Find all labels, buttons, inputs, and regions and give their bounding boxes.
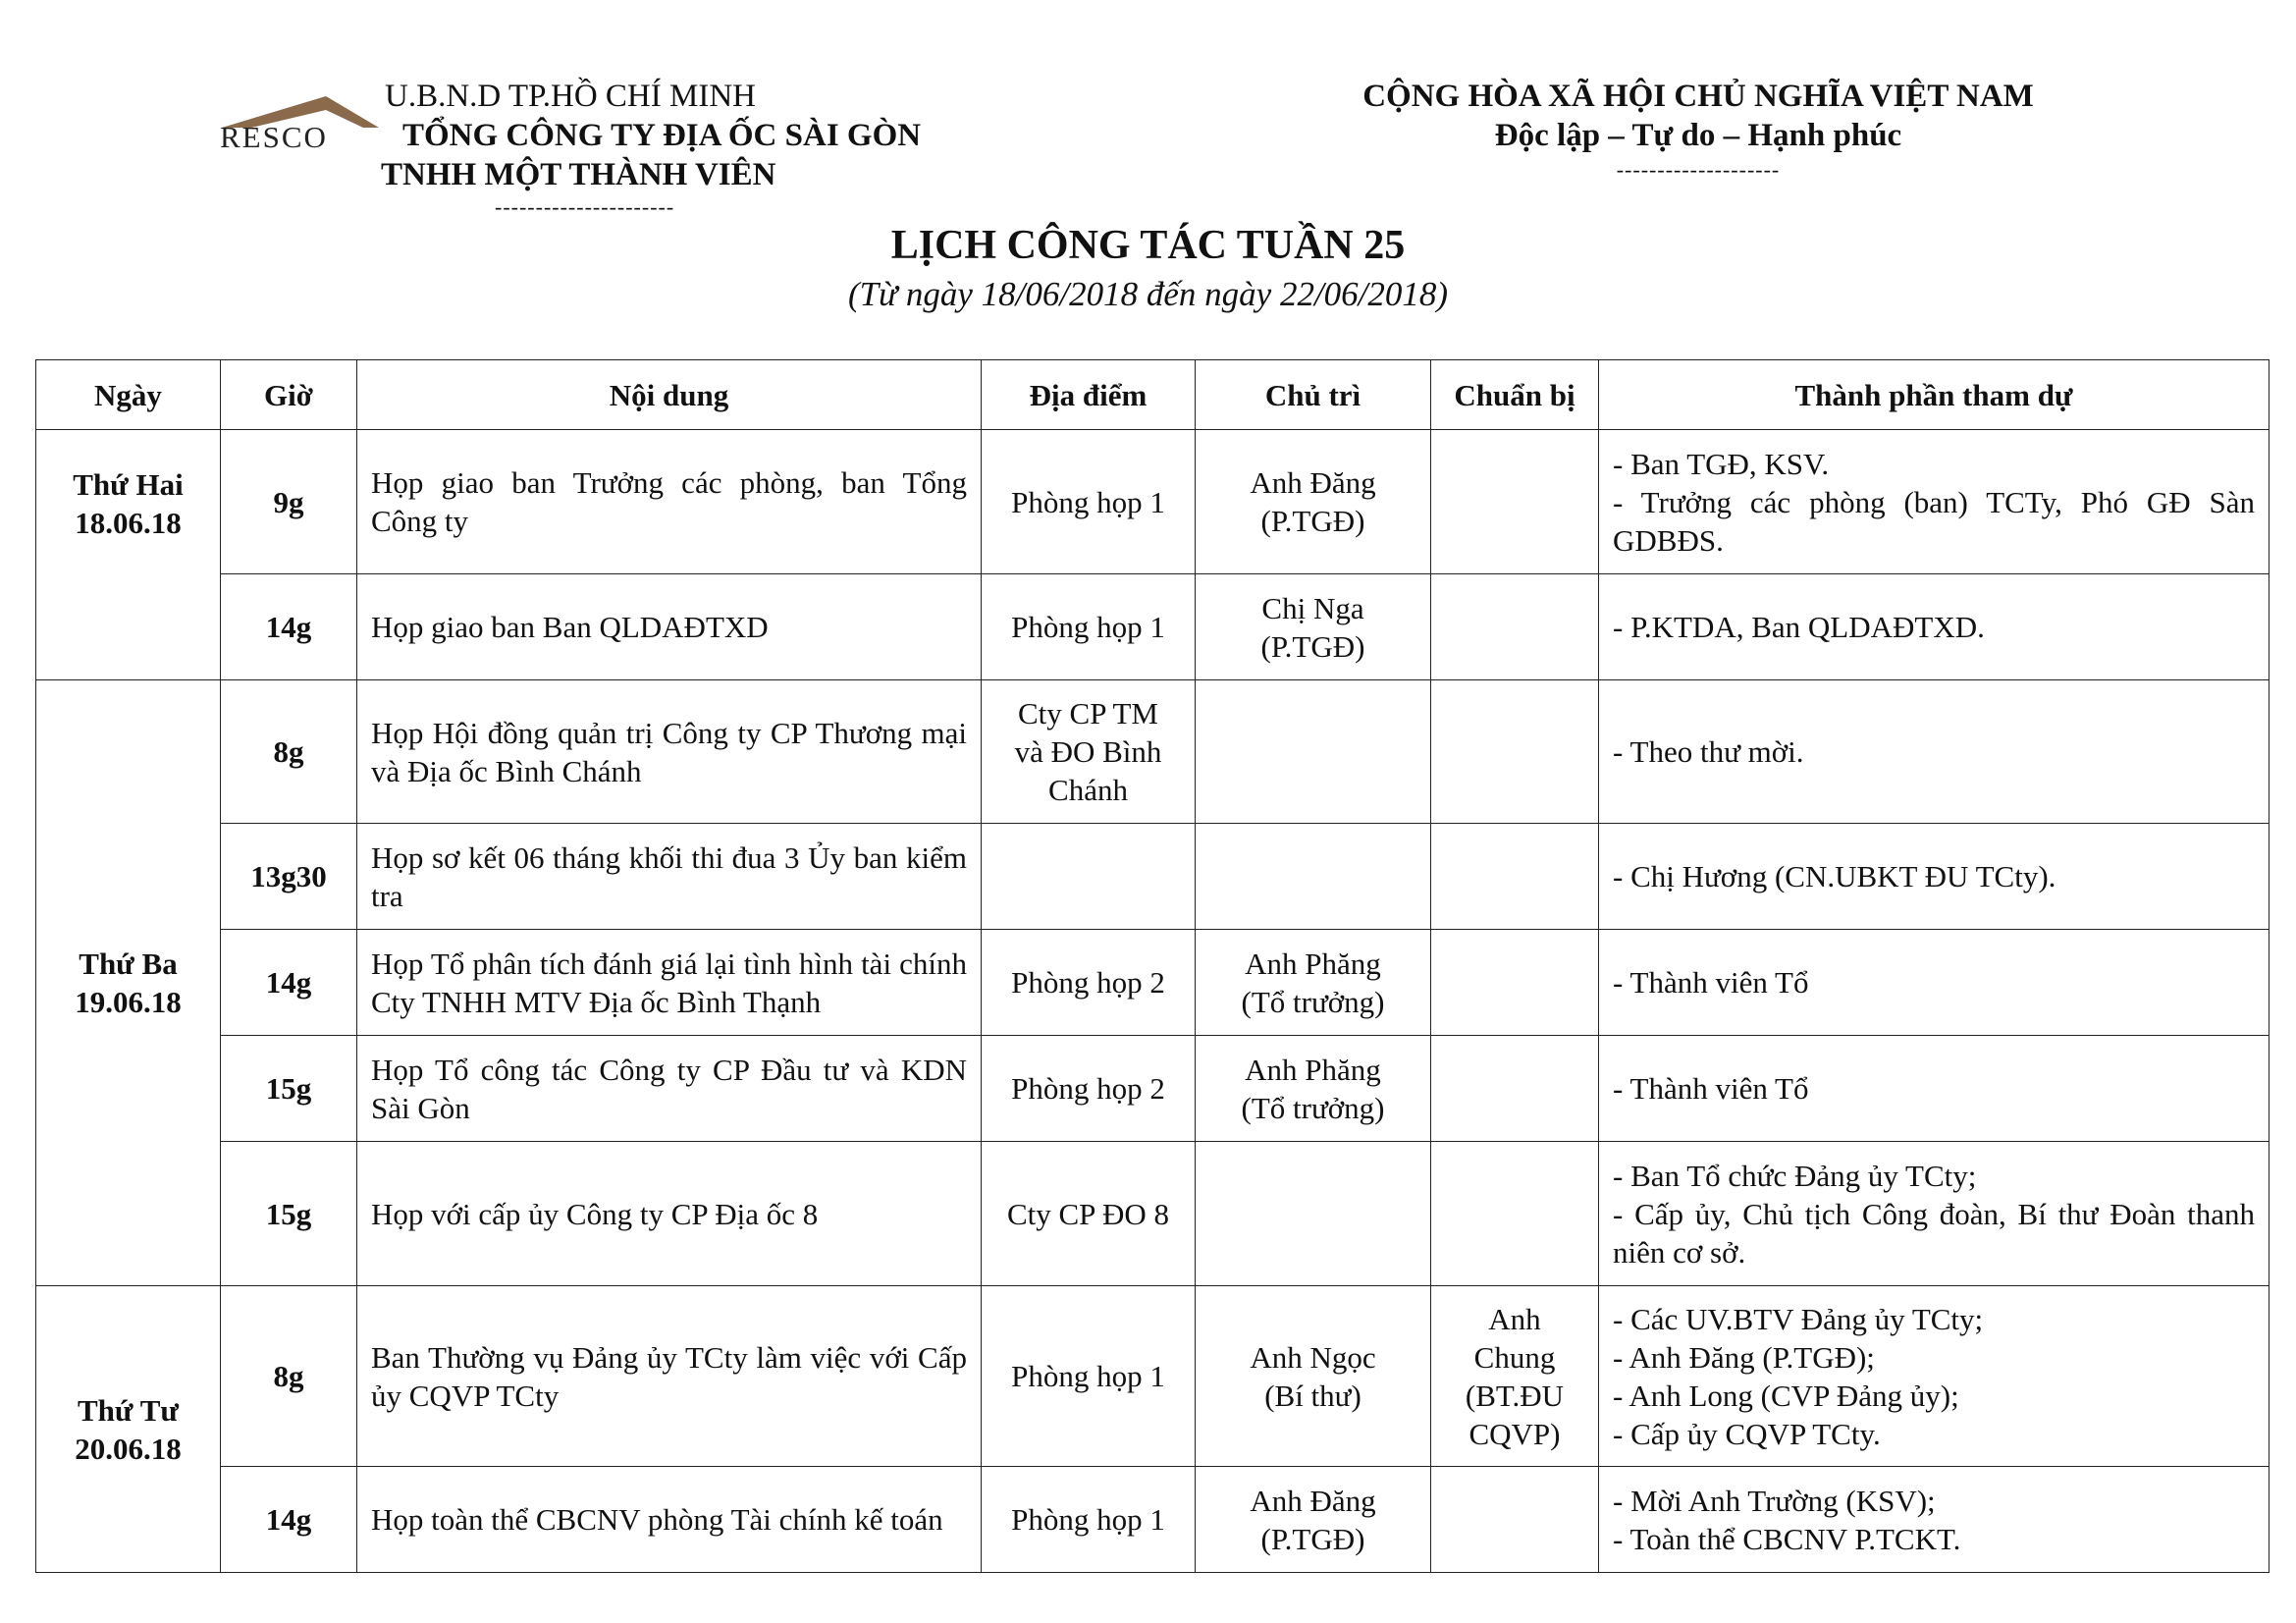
place-cell <box>982 430 1196 574</box>
attendee-line: - Mời Anh Trường (KSV); <box>1613 1483 1936 1518</box>
table-row <box>36 930 2269 1036</box>
prep-cell <box>1431 430 1599 574</box>
header-left-separator: ---------------------- <box>495 194 675 219</box>
prep-line: Anh <box>1488 1301 1541 1336</box>
header-right <box>1286 77 2110 185</box>
host-line: Anh Phăng <box>1245 1052 1381 1087</box>
prep-cell <box>1431 574 1599 680</box>
attendee-line: - Trưởng các phòng (ban) TCTy, Phó GĐ Sàn GDBĐS. <box>1613 484 2255 558</box>
day-cell <box>36 430 221 680</box>
attendee-line: - Cấp ủy CQVP TCty. <box>1613 1416 1881 1451</box>
attendees-cell <box>1599 824 2269 930</box>
prep-cell <box>1431 824 1599 930</box>
attendees-cell <box>1599 574 2269 680</box>
page-subtitle: (Từ ngày 18/06/2018 đến ngày 22/06/2018) <box>847 275 1449 313</box>
attendee-line: - Ban TGĐ, KSV. <box>1613 446 1830 481</box>
place-cell <box>982 1036 1196 1142</box>
attendee-line: - Theo thư mời. <box>1613 734 1804 769</box>
place-line: Phòng họp 2 <box>1011 1071 1165 1106</box>
header-row <box>36 360 2269 430</box>
prep-cell <box>1431 1467 1599 1573</box>
table-row <box>36 1036 2269 1142</box>
content-cell: Họp với cấp ủy Công ty CP Địa ốc 8 <box>357 1142 982 1286</box>
time-cell: 15g <box>221 1142 357 1286</box>
host-line: Chị Nga <box>1261 590 1364 625</box>
place-line: và ĐO Bình <box>1014 734 1162 769</box>
place-cell <box>982 1467 1196 1573</box>
day-cell <box>36 680 221 1286</box>
attendee-line: - Thành viên Tổ <box>1613 1071 1809 1106</box>
content-cell: Ban Thường vụ Đảng ủy TCty làm việc với Cấp ủy CQVP TCty <box>357 1286 982 1467</box>
table-row <box>36 1467 2269 1573</box>
attendee-line: - Anh Long (CVP Đảng ủy); <box>1613 1378 1959 1413</box>
place-cell <box>982 680 1196 824</box>
place-line: Phòng họp 1 <box>1011 610 1165 644</box>
host-line: (P.TGĐ) <box>1260 628 1365 664</box>
content-cell: Họp giao ban Ban QLDAĐTXD <box>357 574 982 680</box>
header-right-separator: -------------------- <box>1616 157 1781 182</box>
host-line: Anh Ngọc <box>1250 1339 1376 1375</box>
header-left-line2: TỔNG CÔNG TY ĐỊA ỐC SÀI GÒN <box>402 118 922 153</box>
table-row <box>36 824 2269 930</box>
host-line: Anh Đăng <box>1250 1483 1376 1518</box>
col-header-day: Ngày <box>36 360 221 430</box>
host-cell <box>1196 680 1431 824</box>
col-header-content: Nội dung <box>357 360 982 430</box>
host-cell <box>1196 574 1431 680</box>
host-line: (Bí thư) <box>1264 1378 1362 1413</box>
prep-cell <box>1431 1036 1599 1142</box>
place-line: Phòng họp 1 <box>1011 484 1165 519</box>
content-cell: Họp toàn thể CBCNV phòng Tài chính kế toán <box>357 1467 982 1573</box>
attendees-cell <box>1599 680 2269 824</box>
header-left-line1: U.B.N.D TP.HỒ CHÍ MINH <box>385 79 757 114</box>
host-cell <box>1196 430 1431 574</box>
place-cell <box>982 824 1196 930</box>
attendee-line: - Anh Đăng (P.TGĐ); <box>1613 1339 1875 1375</box>
table-row <box>36 680 2269 824</box>
time-cell: 14g <box>221 574 357 680</box>
host-cell <box>1196 1142 1431 1286</box>
host-cell <box>1196 1286 1431 1467</box>
header-left-line3: TNHH MỘT THÀNH VIÊN <box>381 157 776 192</box>
content-cell: Họp Tổ phân tích đánh giá lại tình hình tài chính Cty TNHH MTV Địa ốc Bình Thạnh <box>357 930 982 1036</box>
table-row <box>36 1142 2269 1286</box>
place-line: Phòng họp 2 <box>1011 965 1165 1000</box>
prep-cell <box>1431 1142 1599 1286</box>
host-line: (P.TGĐ) <box>1260 504 1365 538</box>
prep-line: Chung <box>1473 1339 1556 1375</box>
attendee-line: - Ban Tổ chức Đảng ủy TCty; <box>1613 1158 1977 1193</box>
host-line: Anh Phăng <box>1245 946 1381 981</box>
day-date: 18.06.18 <box>75 506 182 540</box>
content-cell: Họp sơ kết 06 tháng khối thi đua 3 Ủy ban kiểm tra <box>357 824 982 930</box>
col-header-place: Địa điểm <box>982 360 1196 430</box>
attendee-line: - Các UV.BTV Đảng ủy TCty; <box>1613 1301 1984 1336</box>
attendees-cell <box>1599 1286 2269 1467</box>
attendee-line: - P.KTDA, Ban QLDAĐTXD. <box>1613 610 1985 644</box>
logo-text: RESCO <box>220 120 328 154</box>
content-cell: Họp giao ban Trưởng các phòng, ban Tổng Công ty <box>357 430 982 574</box>
day-name: Thứ Hai <box>73 467 184 502</box>
attendees-cell <box>1599 1142 2269 1286</box>
header-left <box>373 77 921 220</box>
header-right-line2: Độc lập – Tự do – Hạnh phúc <box>1494 118 1902 153</box>
table-row <box>36 1286 2269 1467</box>
day-name: Thứ Tư <box>78 1392 179 1428</box>
attendees-cell <box>1599 1467 2269 1573</box>
day-date: 19.06.18 <box>75 985 182 1019</box>
content-cell: Họp Tổ công tác Công ty CP Đầu tư và KDN Sài Gòn <box>357 1036 982 1142</box>
place-cell <box>982 1142 1196 1286</box>
table-row <box>36 574 2269 680</box>
col-header-prep: Chuẩn bị <box>1431 360 1599 430</box>
col-header-host: Chủ trì <box>1196 360 1431 430</box>
host-line: (Tổ trưởng) <box>1241 1090 1385 1125</box>
place-cell <box>982 574 1196 680</box>
prep-cell <box>1431 930 1599 1036</box>
place-line: Phòng họp 1 <box>1011 1502 1165 1537</box>
day-name: Thứ Ba <box>79 947 178 981</box>
place-line: Chánh <box>1048 773 1128 807</box>
attendee-line: - Toàn thể CBCNV P.TCKT. <box>1613 1521 1961 1556</box>
attendee-line: - Chị Hương (CN.UBKT ĐU TCty). <box>1613 859 2056 893</box>
time-cell: 13g30 <box>221 824 357 930</box>
schedule-table <box>35 359 2269 1573</box>
time-cell: 9g <box>221 430 357 574</box>
host-cell <box>1196 930 1431 1036</box>
time-cell: 8g <box>221 1286 357 1467</box>
day-date: 20.06.18 <box>75 1431 182 1466</box>
place-cell <box>982 930 1196 1036</box>
host-cell <box>1196 1036 1431 1142</box>
time-cell: 8g <box>221 680 357 824</box>
time-cell: 14g <box>221 930 357 1036</box>
time-cell: 14g <box>221 1467 357 1573</box>
content-cell: Họp Hội đồng quản trị Công ty CP Thương mại và Địa ốc Bình Chánh <box>357 680 982 824</box>
col-header-attend: Thành phần tham dự <box>1599 360 2269 430</box>
attendees-cell <box>1599 430 2269 574</box>
col-header-time: Giờ <box>221 360 357 430</box>
place-cell <box>982 1286 1196 1467</box>
page-title: LỊCH CÔNG TÁC TUẦN 25 <box>890 223 1406 268</box>
host-line: Anh Đăng <box>1250 465 1376 500</box>
host-cell <box>1196 824 1431 930</box>
table-row <box>36 430 2269 574</box>
prep-line: (BT.ĐU <box>1465 1378 1565 1413</box>
prep-cell <box>1431 680 1599 824</box>
day-cell <box>36 1286 221 1573</box>
place-line: Phòng họp 1 <box>1011 1359 1165 1393</box>
host-line: (P.TGĐ) <box>1260 1521 1365 1556</box>
prep-line: CQVP) <box>1468 1416 1561 1451</box>
header-right-line1: CỘNG HÒA XÃ HỘI CHỦ NGHĨA VIỆT NAM <box>1362 79 2034 114</box>
attendees-cell <box>1599 930 2269 1036</box>
place-line: Cty CP ĐO 8 <box>1006 1196 1170 1231</box>
prep-cell <box>1431 1286 1599 1467</box>
place-line: Cty CP TM <box>1018 696 1158 730</box>
attendees-cell <box>1599 1036 2269 1142</box>
attendee-line: - Thành viên Tổ <box>1613 965 1809 1000</box>
host-line: (Tổ trưởng) <box>1241 984 1385 1019</box>
attendee-line: - Cấp ủy, Chủ tịch Công đoàn, Bí thư Đoàn thanh niên cơ sở. <box>1613 1196 2255 1270</box>
host-cell <box>1196 1467 1431 1573</box>
time-cell: 15g <box>221 1036 357 1142</box>
